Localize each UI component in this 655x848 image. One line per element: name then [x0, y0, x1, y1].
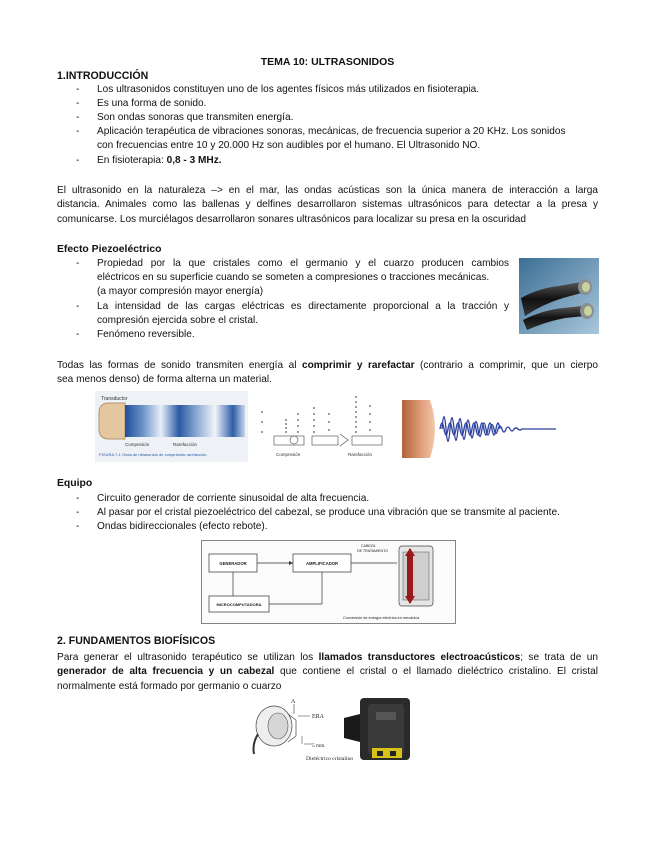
nature-paragraph: El ultrasonido en la naturaleza –> en el mar, las ondas acústicas son la única manera de interacción a larga distancia. Animales como las ballenas y delfines desarrollaron sistemas ultrasónicos para detectar a la presa y comunicarse. Los murciélagos desarrollaron sonares ultrasónicos para localizar su presa en la oscuridad [57, 185, 598, 225]
diagram-cabeza-l1: CABEZA [361, 544, 376, 548]
piezo-heading: Efecto Piezoeléctrico [57, 244, 162, 255]
equipo-heading: Equipo [57, 478, 93, 489]
diagram-microcomputadora: MICROCOMPUTADORA [216, 602, 262, 607]
intro-heading: 1.INTRODUCCIÓN [57, 70, 149, 82]
piezo-bullet: - Fenómeno reversible. [76, 329, 195, 340]
diagram-cabeza-l2: DE TRATAMIENTO [357, 549, 389, 553]
sound-wave-figure [402, 396, 560, 462]
fig1-label-transductor: Transductor [101, 396, 128, 402]
fig2-label-compresion: Compresión [276, 452, 301, 457]
energy-paragraph: Todas las formas de sonido transmiten energía al comprimir y rarefactar (contrario a comprimir, que un cierpo sea menos denso) de forma alterna un material. [57, 360, 598, 386]
transducer-head-diagram [244, 696, 416, 768]
transducer-photo [519, 258, 599, 334]
intro-bullet: - Los ultrasonidos constituyen uno de los agentes físicos más utilizados en fisioterapia. [76, 84, 480, 95]
piezo-bullet-continuation: (a mayor compresión mayor energía) [97, 286, 264, 297]
intro-bullet: - En fisioterapia: 0,8 - 3 MHz. [76, 155, 222, 166]
equipo-bullet: - Al pasar por el cristal piezoeléctrico del cabezal, se produce una vibración que se transmite al paciente. [76, 507, 560, 518]
page-title: TEMA 10: ULTRASONIDOS [260, 56, 395, 68]
piezo-bullet-continuation: eléctricos en su superficie cuando se someten a compresiones o tracciones mecánicas. [97, 272, 490, 283]
equipment-block-diagram [201, 540, 456, 624]
fig-label-a: A [291, 699, 296, 705]
fig1-caption: FIGURA 7-1 Onda de ultrasonido de compresión-rarefacción. [99, 452, 208, 457]
fig-label-5mm: 5 mm [312, 743, 325, 749]
fig2-label-rarefaccion: Rarefacción [348, 452, 373, 457]
fundamentos-paragraph: Para generar el ultrasonido terapéutico se utilizan los llamados transductores electroacústicos; se trata de un generador de alta frecuencia y un cabezal que contiene el cristal o el llamado dieléctrico cristalino. El cristal normalmente está formado por germanio o cuarzo [57, 652, 598, 692]
compression-wave-figure [95, 391, 248, 462]
fig1-label-rarefaccion: Rarefacción [173, 442, 198, 447]
diagram-amplificador: AMPLIFICADOR [305, 561, 339, 566]
piezo-bullet: - La intensidad de las cargas eléctricas es directamente proporcional a la tracción y [76, 301, 509, 312]
equipo-bullet: - Ondas bidireccionales (efecto rebote). [76, 521, 268, 532]
fig-label-era: ERA [312, 714, 324, 720]
diagram-conversion-caption: Conversión de energía eléctrica en mecánica [343, 616, 420, 620]
intro-bullet: - Es una forma de sonido. [76, 98, 207, 109]
piezo-bullet: - Propiedad por la que cristales como el germanio y el cuarzo producen cambios [76, 258, 509, 269]
fig-label-dielectrico: Dieléctrico cristalino [306, 756, 354, 762]
intro-bullet: - Son ondas sonoras que transmiten energía. [76, 112, 294, 123]
fundamentos-heading: 2. FUNDAMENTOS BIOFÍSICOS [57, 635, 216, 647]
diagram-generador: GENERADOR [219, 561, 247, 566]
particle-compression-diagram [256, 390, 396, 462]
fig1-label-compresion: Compresión [125, 442, 150, 447]
intro-bullet: - Aplicación terapéutica de vibraciones sonoras, mecánicas, de frecuencia superior a 20 KHz. Los sonidos [76, 126, 566, 137]
equipo-bullet: - Circuito generador de corriente sinusoidal de alta frecuencia. [76, 493, 370, 504]
intro-bullet-continuation: con frecuencias entre 10 y 20.000 Hz son audibles por el humano. El Ultrasonido NO. [97, 140, 481, 151]
piezo-bullet-continuation: compresión ejercida sobre el cristal. [97, 315, 259, 326]
